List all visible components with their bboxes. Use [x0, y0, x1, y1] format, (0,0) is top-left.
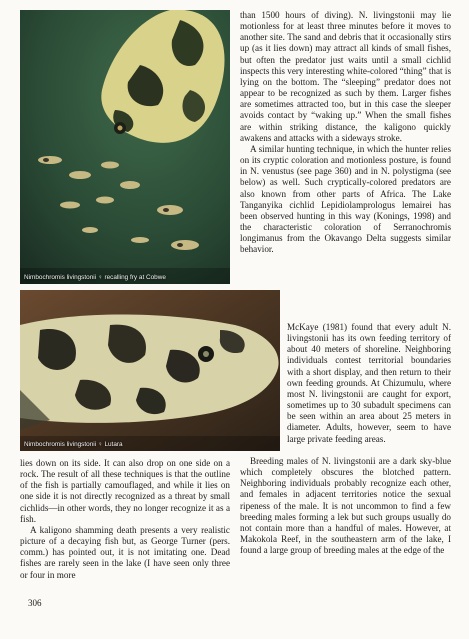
photo-caption: Nimbochromis livingstonii ♀ Lutara — [24, 441, 123, 448]
paragraph: than 1500 hours of diving). N. livingstonii may lie motionless for at least three minutes before it moves to another site. The sand and debris that it occasionally stirs up (as it lies down) may attract all kinds of small fishes, but often the predator just waits until a small cichlid inspects this very interesting white-colored “thing” that is lying on the bottom. The “sleeping” predator does not appear to be recognized as such by them. Larger fishes are sometimes attracted too, but in this case the sleeper avoids contact by “waking up.” When the small fishes are within striking distance, the kaligono quickly awakens and attacks with a sideways stroke. — [240, 10, 451, 143]
paragraph: A kaligono shamming death presents a very realistic picture of a decaying fish but, as George Turner (pers. comm.) has pointed out, it is not imitating one. Dead fishes are rarely seen in the lake (I have seen only three or four in more — [20, 524, 230, 580]
page-number: 306 — [28, 598, 42, 608]
paragraph: McKaye (1981) found that every adult N. livingstonii has its own feeding territory of about 40 meters of shoreline. Neighboring individuals contest territorial boundaries with a short display, and then return to their own feeding grounds. At Chizumulu, where most N. livingstonii are caught for export, sometimes up to 30 subadult specimens can be seen within an area about 25 meters in diameter. Adults, however, seem to have large private feeding areas. — [287, 322, 451, 444]
paragraph: lies down on its side. It can also drop on one side on a rock. The result of all these techniques is that the outline of the fish is partially camouflaged, and while it lies on one side it is not directly recognized as a threat by small cichlids—in other words, they no longer recognize it as a fish. — [20, 458, 230, 524]
text-column-right — [240, 10, 451, 255]
fish-photo-bottom-image — [20, 290, 280, 451]
paragraph: A similar hunting technique, in which the hunter relies on its cryptic coloration and motionless posture, is found in N. venustus (see page 360) and in N. polystigma (see below) as well. Such cryptically-colored predators are also known from other parts of Africa. The Lake Tanganyika cichlid Lepidiolamprologus lemairei has been observed hunting in this way (Konings, 1998) and the characteristic coloration of Serranochromis longimanus from the Okavango Delta suggests similar behavior. — [240, 143, 451, 255]
paragraph: Breeding males of N. livingstonii are a dark sky-blue which completely obscures the blotched pattern. Neighboring individuals probably recognize each other, and females in adjacent territories notice the sexual ripeness of the male. It is not uncommon to find a few breeding males forming a lek but such groups usually do not contain more than a handful of males. However, at Makokola Reef, in the southeastern arm of the lake, I found a large group of breeding males at the edge of the — [240, 456, 451, 556]
text-column-left — [20, 458, 230, 598]
text-column-right-bottom — [240, 456, 451, 596]
photo-fish-lutara — [20, 290, 280, 451]
fish-photo-top-image — [20, 10, 230, 284]
photo-fish-recalling-fry — [20, 10, 230, 284]
text-column-right-lower — [287, 322, 451, 445]
photo-caption: Nimbochromis livingstonii ♀ recalling fry at Cobwe — [24, 274, 166, 281]
